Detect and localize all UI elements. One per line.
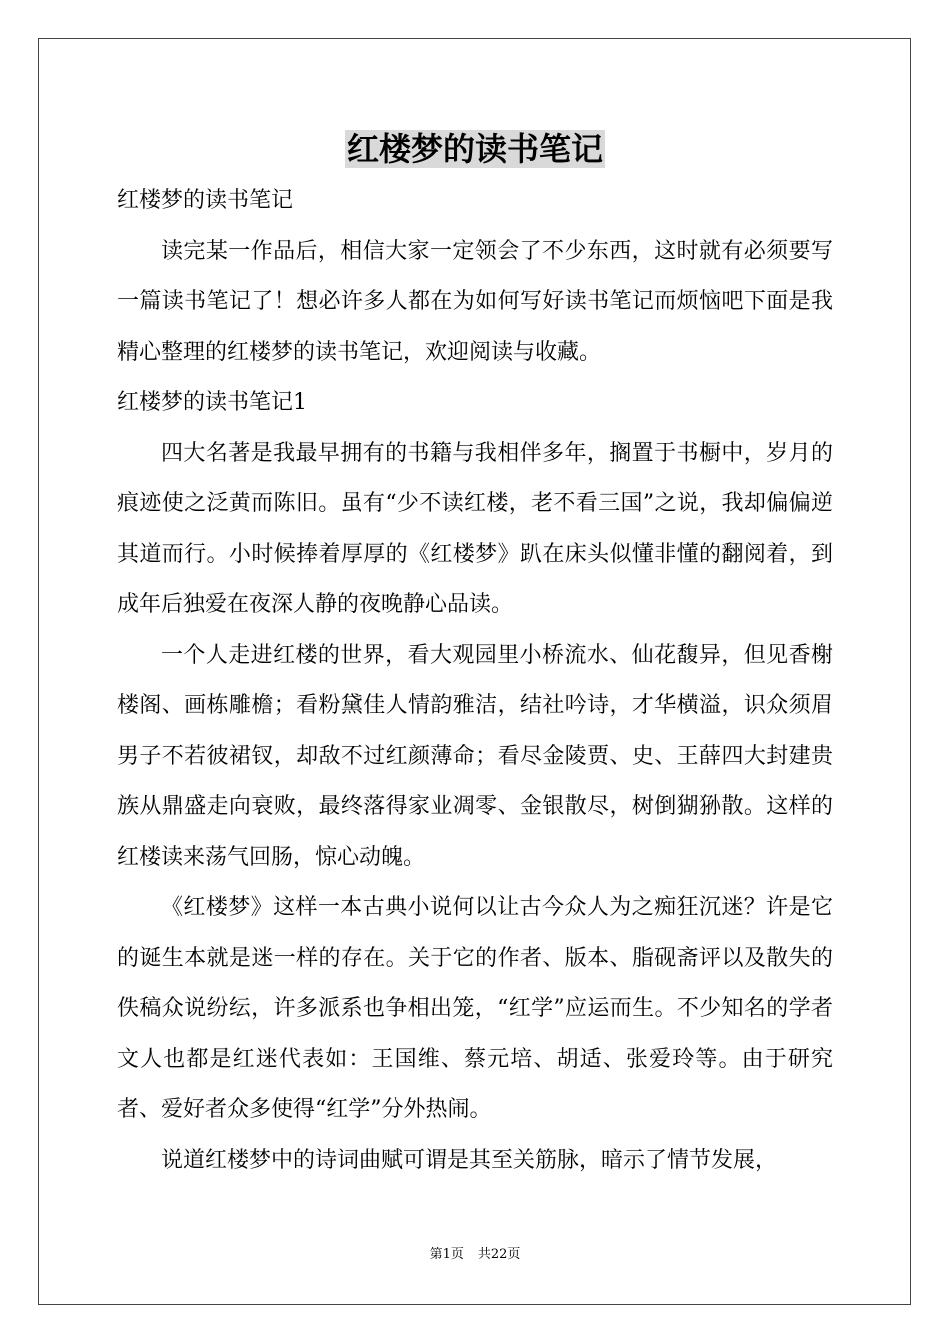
body-paragraph: 说道红楼梦中的诗词曲赋可谓是其至关筋脉，暗示了情节发展，	[161, 1147, 778, 1173]
section-heading: 红楼梦的读书笔记1	[117, 390, 307, 415]
body-paragraph: 四大名著是我最早拥有的书籍与我相伴多年，搁置于书橱中，岁月的痕迹使之泛黄而陈旧。虽有“少不读红楼，老不看三国”之说，我却偏偏逆其道而行。小时候捧着厚厚的《红楼梦》趴在床头似懂非懂的翻阅着，到成年后独爱在夜深人静的夜晚静心品读。	[117, 440, 833, 617]
body-paragraph: 一个人走进红楼的世界，看大观园里小桥流水、仙花馥异，但见香榭楼阁、画栋雕檐；看粉黛佳人情韵雅洁，结社吟诗，才华横溢，识众须眉男子不若彼裙钗，却敌不过红颜薄命；看尽金陵贾、史、王薛四大封建贵族从鼎盛走向衰败，最终落得家业凋零、金银散尽，树倒猢狲散。这样的红楼读来荡气回肠，惊心动魄。	[117, 642, 833, 870]
document-body	[117, 176, 833, 1186]
body-paragraph: 读完某一作品后，相信大家一定领会了不少东西，这时就有必须要写一篇读书笔记了！想必许多人都在为如何写好读书笔记而烦恼吧下面是我精心整理的红楼梦的读书笔记，欢迎阅读与收藏。	[117, 238, 833, 365]
section-heading: 红楼梦的读书笔记	[117, 188, 294, 213]
document-title	[0, 127, 950, 171]
page-footer	[0, 1246, 950, 1264]
body-paragraph: 《红楼梦》这样一本古典小说何以让古今众人为之痴狂沉迷？许是它的诞生本就是迷一样的存在。关于它的作者、版本、脂砚斋评以及散失的佚稿众说纷纭，许多派系也争相出笼，“红学”应运而生。不少知名的学者文人也都是红迷代表如：王国维、蔡元培、胡适、张爱玲等。由于研究者、爱好者众多使得“红学”分外热闹。	[117, 895, 833, 1122]
document-title-text: 红楼梦的读书笔记	[346, 130, 603, 168]
page-number: 第1页	[429, 1247, 464, 1262]
page-total: 共22页	[477, 1247, 521, 1262]
